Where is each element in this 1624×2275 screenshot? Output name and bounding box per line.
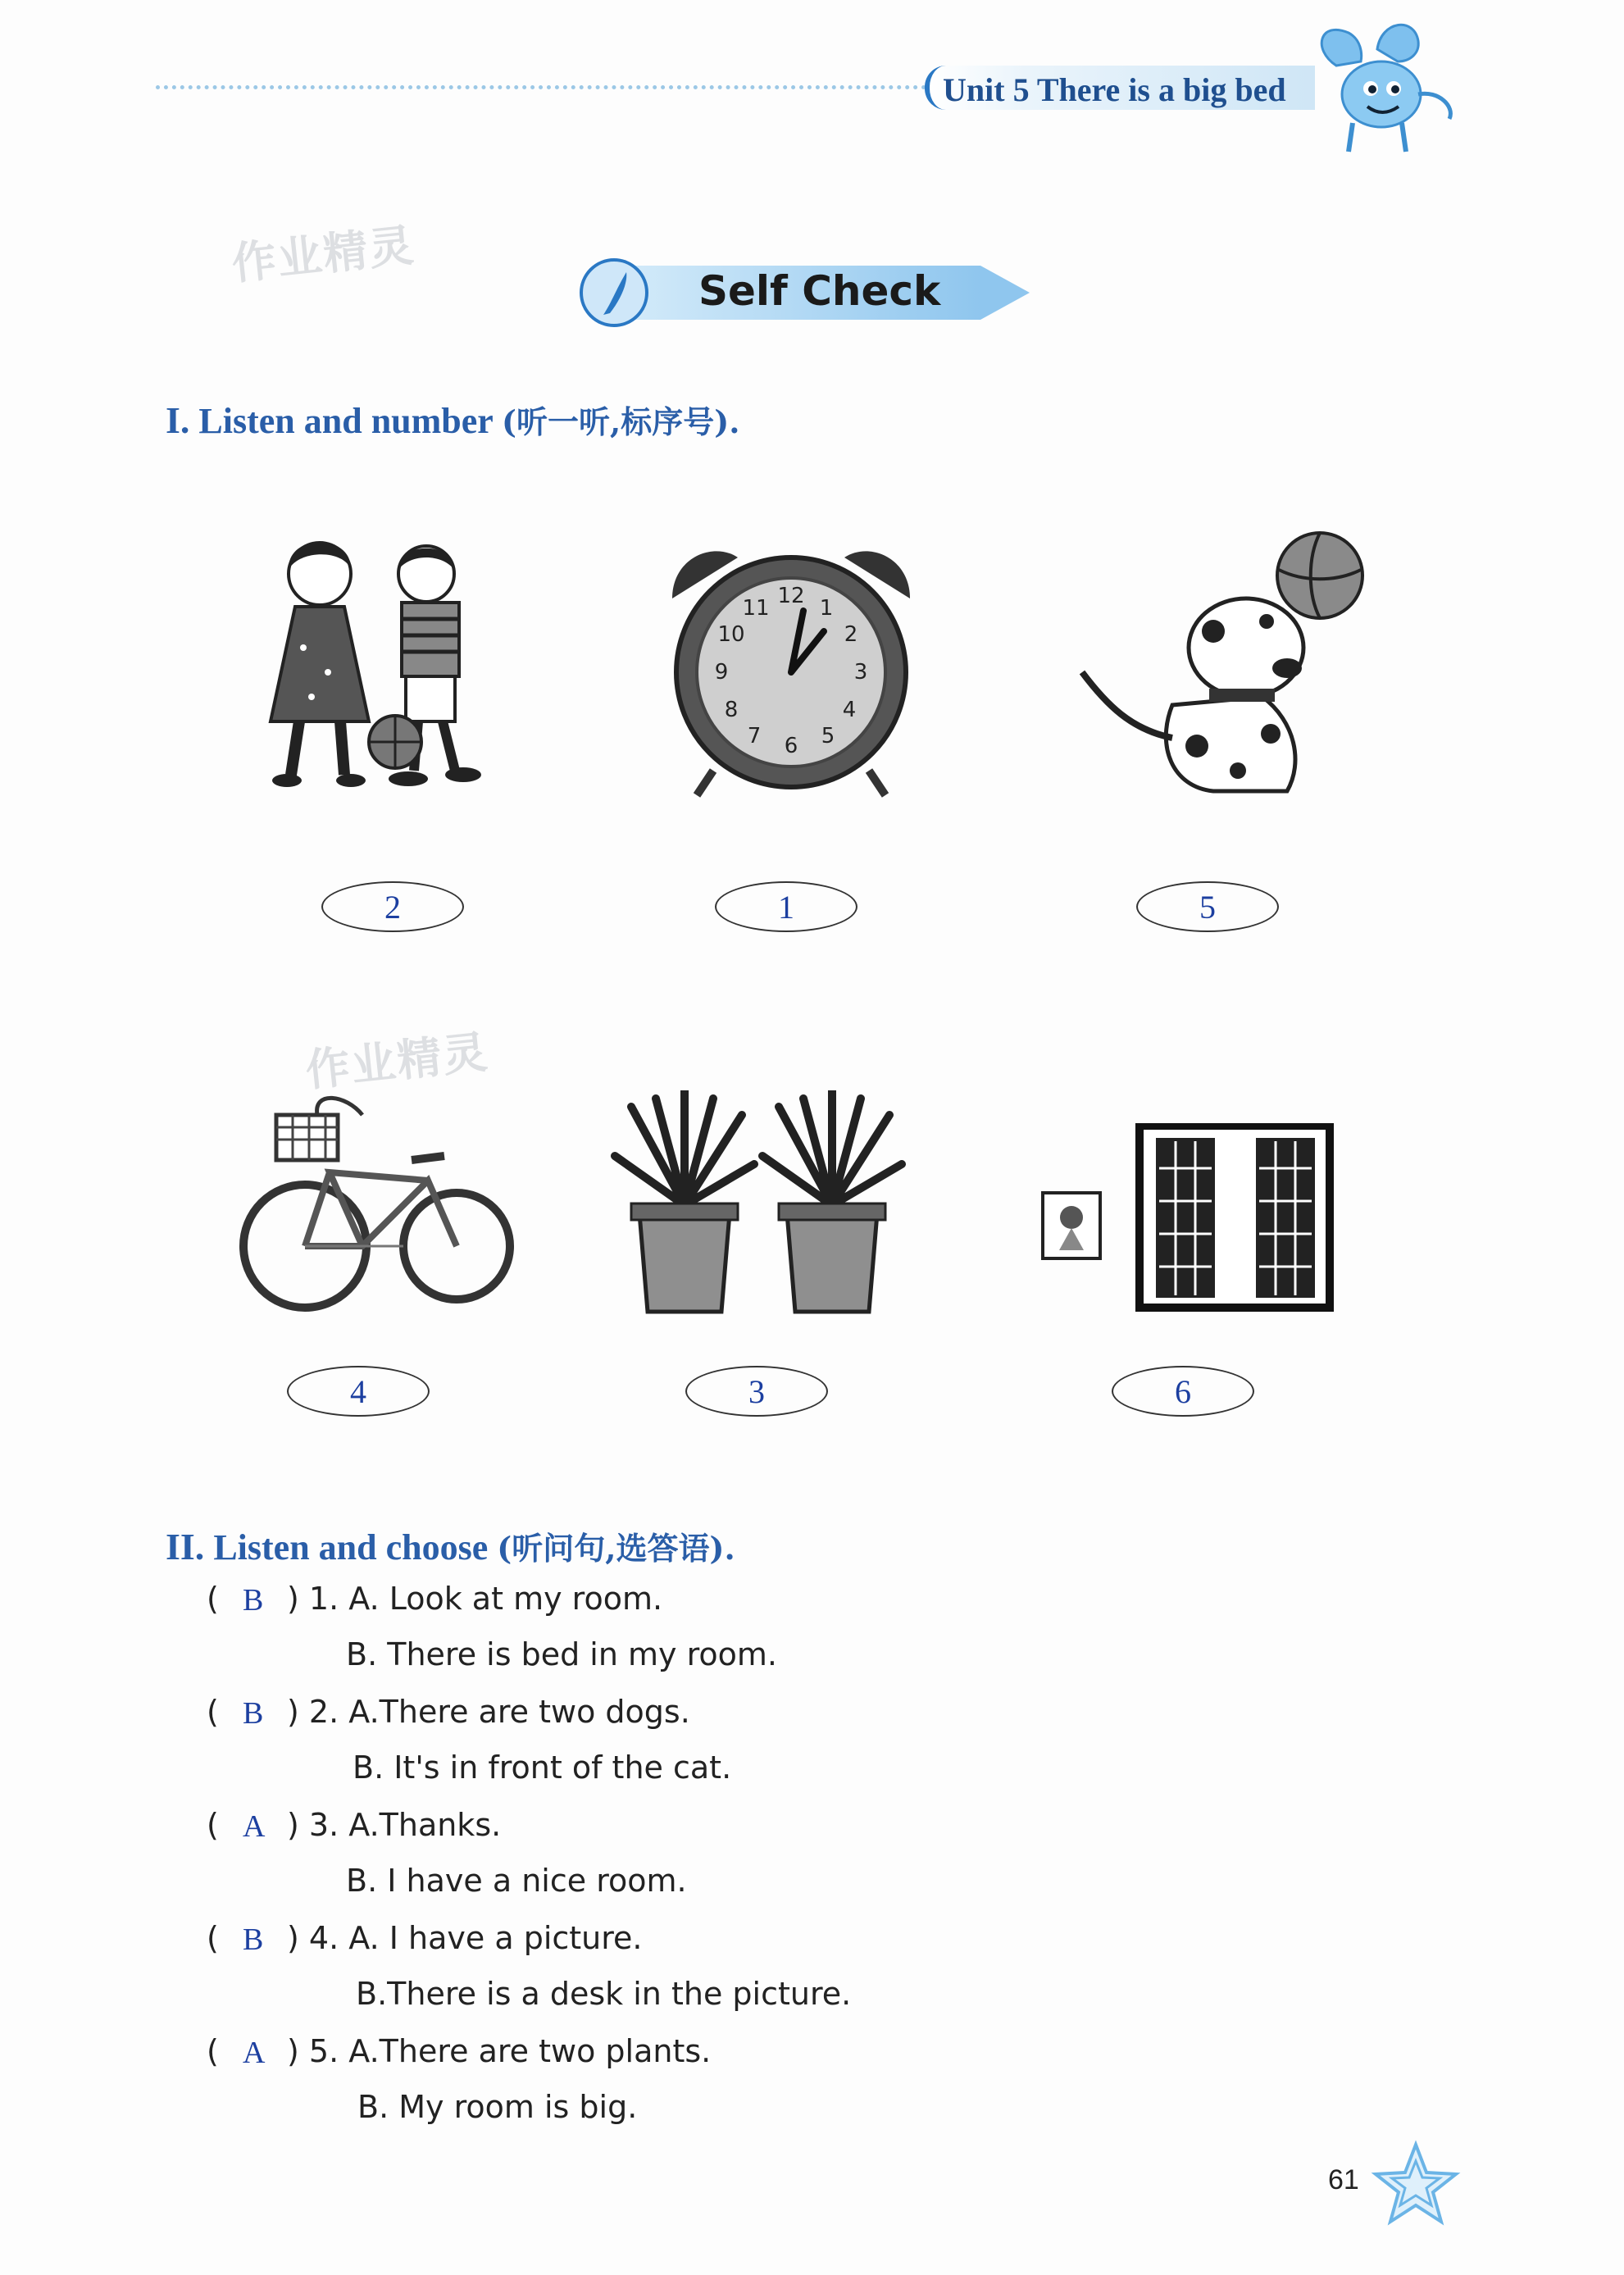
svg-text:2: 2 xyxy=(844,622,858,647)
question-option-b: B. It's in front of the cat. xyxy=(353,1749,732,1786)
svg-text:9: 9 xyxy=(714,660,729,685)
unit-title: Unit 5 There is a big bed xyxy=(943,71,1286,108)
question-option-a: ) 3. A.Thanks. xyxy=(287,1807,502,1843)
question-option-b: B. I have a nice room. xyxy=(346,1863,687,1899)
svg-text:11: 11 xyxy=(742,596,770,621)
open-paren: ( xyxy=(207,2033,219,2069)
question-option-a: ) 2. A.There are two dogs. xyxy=(287,1694,690,1730)
question-option-b: B. There is bed in my room. xyxy=(346,1636,777,1672)
svg-text:10: 10 xyxy=(717,622,745,647)
question-option-a: ) 4. A. I have a picture. xyxy=(287,1920,643,1956)
page-number: 61 xyxy=(1328,2164,1359,2195)
answer-letter: A xyxy=(243,2036,266,2070)
answer-letter: B xyxy=(243,1583,264,1618)
section-2-title: Listen and choose xyxy=(213,1527,489,1567)
open-paren: ( xyxy=(207,1581,219,1617)
header-dotted-rule xyxy=(156,85,926,89)
svg-text:6: 6 xyxy=(784,734,798,758)
section-1-numeral: I. xyxy=(166,399,190,441)
svg-text:8: 8 xyxy=(724,698,739,722)
answer-letter: A xyxy=(243,1809,266,1844)
question-option-b: B.There is a desk in the picture. xyxy=(356,1976,852,2012)
mascot-icon xyxy=(1303,16,1467,156)
question-option-a: ) 1. A. Look at my room. xyxy=(287,1581,663,1617)
svg-text:12: 12 xyxy=(777,584,805,608)
section-1-title: Listen and number xyxy=(198,401,494,441)
watermark-text: 作业精灵 xyxy=(229,219,418,290)
children-playing-ball-picture xyxy=(254,525,516,803)
star-icon xyxy=(1371,2138,1461,2228)
self-check-title: Self Check xyxy=(698,267,941,315)
dog-with-ball-picture xyxy=(1074,525,1377,803)
svg-text:4: 4 xyxy=(842,698,857,722)
open-paren: ( xyxy=(207,1920,219,1956)
bicycle-picture xyxy=(239,1082,518,1320)
answer-oval: 3 xyxy=(685,1366,828,1417)
answer-oval: 4 xyxy=(287,1366,430,1417)
window-and-picture-picture xyxy=(1041,1123,1336,1316)
section-2-heading xyxy=(166,1523,735,1568)
answer-oval: 5 xyxy=(1136,881,1279,932)
answer-oval: 6 xyxy=(1112,1366,1254,1417)
section-2-title-cn: (听问句,选答语). xyxy=(497,1530,735,1567)
svg-text:3: 3 xyxy=(853,660,868,685)
svg-text:7: 7 xyxy=(747,724,762,748)
open-paren: ( xyxy=(207,1807,219,1843)
watermark-text: 作业精灵 xyxy=(303,1026,492,1097)
question-option-a: ) 5. A.There are two plants. xyxy=(287,2033,712,2069)
svg-text:1: 1 xyxy=(819,596,834,621)
alarm-clock-picture xyxy=(656,533,926,803)
answer-oval: 1 xyxy=(715,881,857,932)
answer-oval: 2 xyxy=(321,881,464,932)
open-paren: ( xyxy=(207,1694,219,1730)
section-1-title-cn: (听一听,标序号). xyxy=(502,403,740,440)
answer-letter: B xyxy=(243,1922,264,1957)
question-option-b: B. My room is big. xyxy=(357,2089,638,2125)
section-2-numeral: II. xyxy=(166,1526,205,1567)
section-1-heading xyxy=(166,397,739,442)
potted-plants-picture xyxy=(607,1090,910,1320)
svg-text:5: 5 xyxy=(821,724,835,748)
answer-letter: B xyxy=(243,1696,264,1731)
